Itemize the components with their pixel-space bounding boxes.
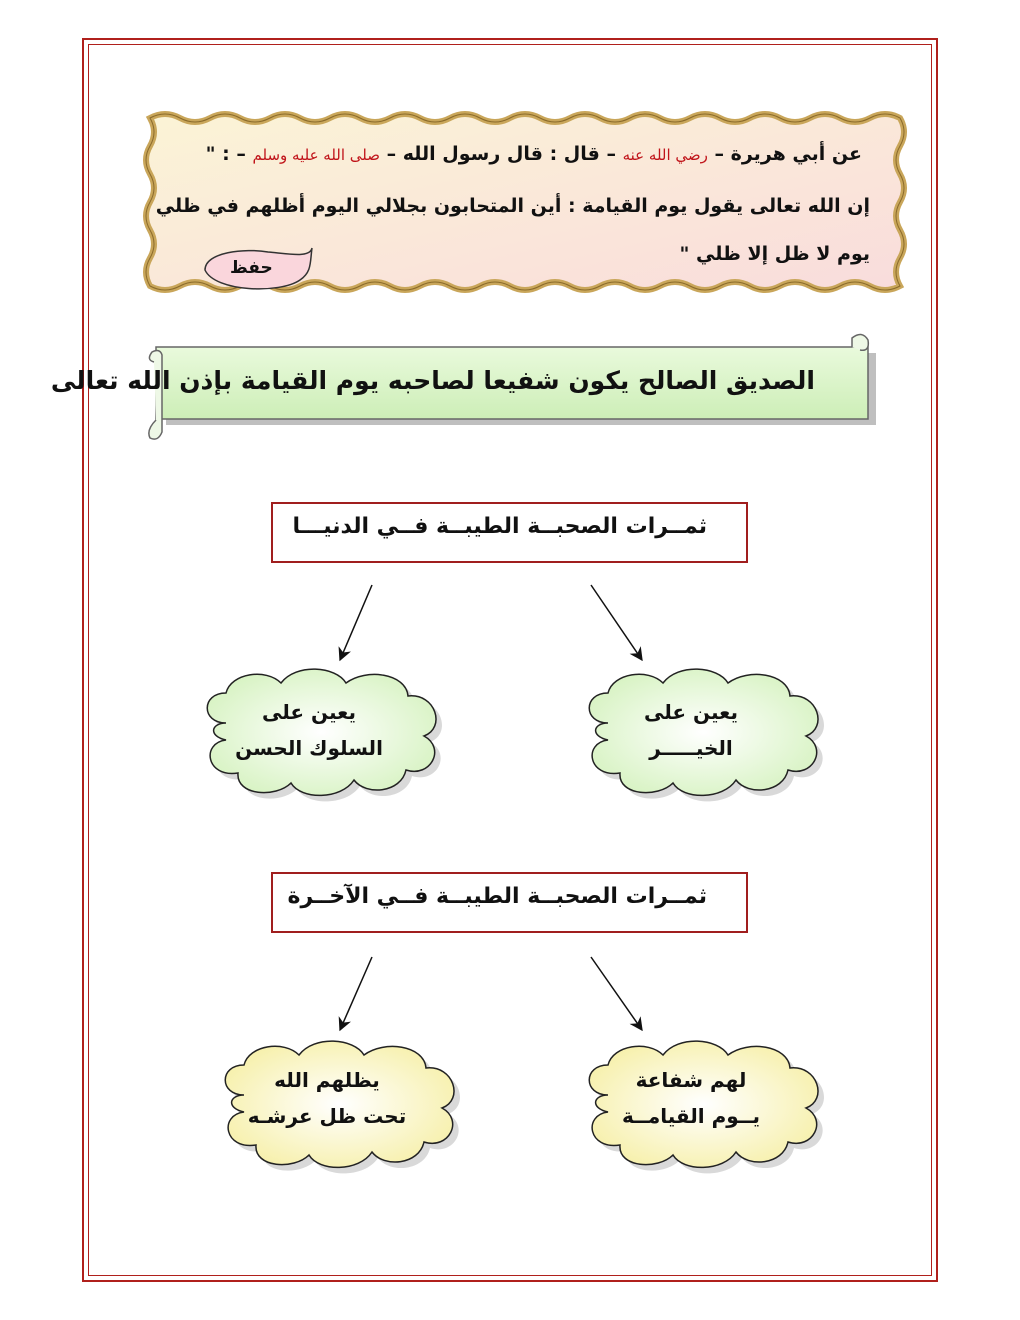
section-title-dunya: ثمــرات الصحبــة الطيبــة فــي الدنيـــا — [292, 514, 707, 539]
hadith-narrator: عن أبي هريرة – — [714, 143, 862, 165]
cloud-akhira-left-text — [242, 1068, 412, 1128]
cloud-line: يظلهم الله — [274, 1068, 380, 1092]
cloud-line: يــوم القيامــة — [622, 1104, 760, 1128]
arrow-akhira-right — [591, 957, 642, 1030]
hadith-honorific-prophet: صلى الله عليه وسلم — [252, 146, 380, 164]
arrow-dunya-left — [340, 585, 372, 660]
cloud-line: تحت ظل عرشـه — [247, 1104, 407, 1128]
hadith-open-quote: – : " — [205, 143, 246, 165]
arrow-akhira-left — [340, 957, 372, 1030]
cloud-dunya-left-text — [224, 700, 394, 760]
cloud-akhira-right-text — [606, 1068, 776, 1128]
hadith-said: – قال : قال رسول الله – — [386, 143, 616, 165]
cloud-dunya-right-text — [606, 700, 776, 760]
hadith-line-1 — [206, 143, 862, 165]
banner-title: الصديق الصالح يكون شفيعا لصاحبه يوم القيامة بإذن الله تعالى — [50, 366, 815, 395]
memorize-label: حفظ — [230, 258, 273, 278]
cloud-line: لهم شفاعة — [635, 1068, 747, 1092]
cloud-line: الخيـــــر — [649, 736, 733, 760]
section-title-akhira: ثمــرات الصحبــة الطيبــة فــي الآخــرة — [287, 884, 707, 909]
hadith-line-2: إن الله تعالى يقول يوم القيامة : أين المتحابون بجلالي اليوم أظلهم في ظلي — [155, 195, 870, 217]
cloud-line: يعين على — [262, 700, 356, 724]
hadith-honorific-companion: رضي الله عنه — [622, 146, 708, 164]
cloud-line: السلوك الحسن — [235, 736, 383, 760]
hadith-line-3: يوم لا ظل إلا ظلي " — [679, 243, 870, 265]
cloud-line: يعين على — [644, 700, 738, 724]
arrow-dunya-right — [591, 585, 642, 660]
